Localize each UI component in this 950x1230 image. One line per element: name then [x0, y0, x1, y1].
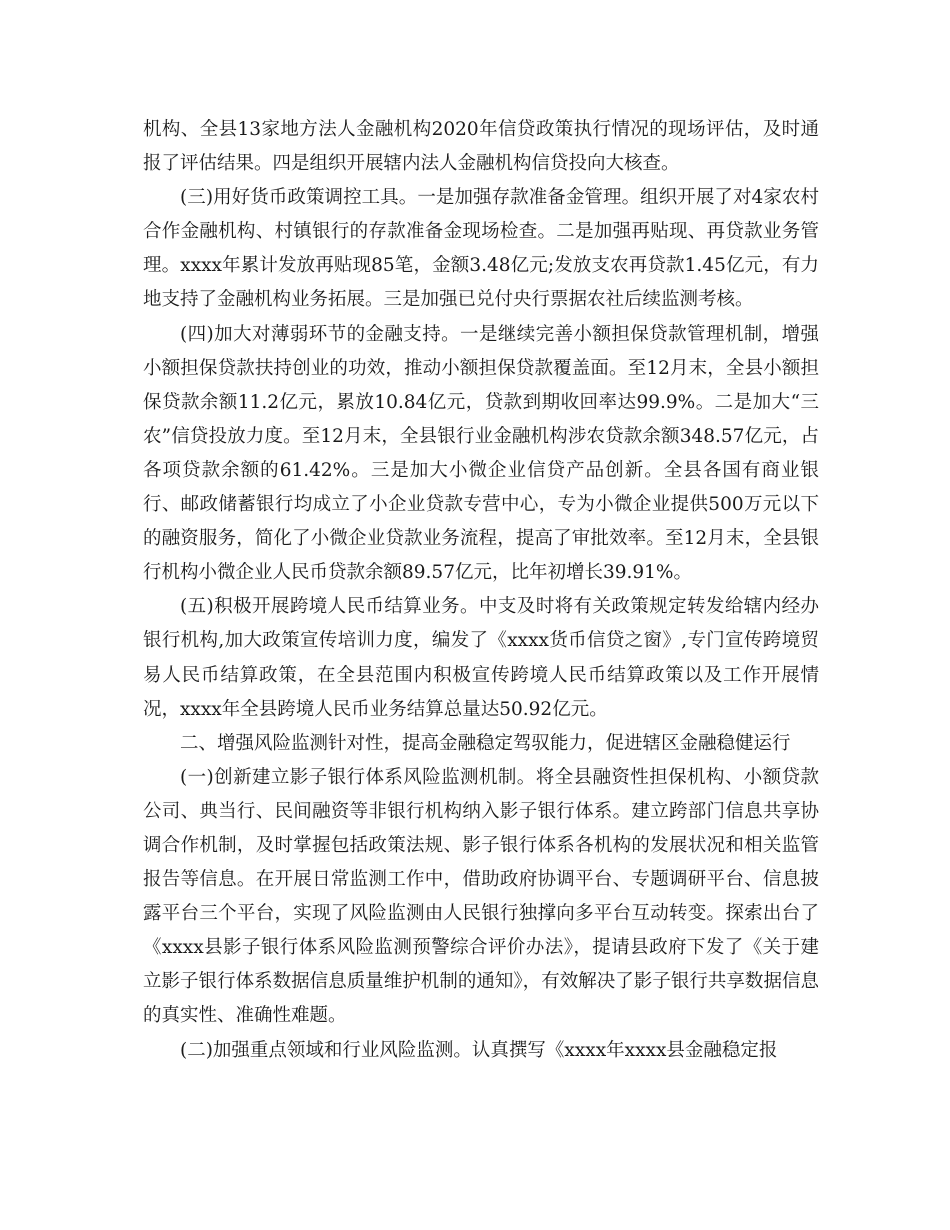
paragraph-continued: 机构、全县13家地方法人金融机构2020年信贷政策执行情况的现场评估，及时通报了评估结果。四是组织开展辖内法人金融机构信贷投向大核查。: [143, 119, 819, 175]
paragraph-weak-links-support: (四)加大对薄弱环节的金融支持。一是继续完善小额担保贷款管理机制，增强小额担保贷款扶持创业的功效，推动小额担保贷款覆盖面。至12月末，全县小额担保贷款余额11.2亿元，累放10.84亿元，贷款到期收回率达99.9%。二是加大“三农”信贷投放力度。至12月末，全县银行业金融机构涉农贷款余额348.57亿元，占各项贷款余额的61.42%。三是加大小微企业信贷产品创新。全县各国有商业银行、邮政储蓄银行均成立了小企业贷款专营中心，专为小微企业提供500万元以下的融资服务，简化了小微企业贷款业务流程，提高了审批效率。至12月末，全县银行机构小微企业人民币贷款余额89.57亿元，比年初增长39.91%。: [143, 323, 819, 584]
paragraph-shadow-banking: (一)创新建立影子银行体系风险监测机制。将全县融资性担保机构、小额贷款公司、典当行、民间融资等非银行机构纳入影子银行体系。建立跨部门信息共享协调合作机制，及时掌握包括政策法规、影子银行体系各机构的发展状况和相关监管报告等信息。在开展日常监测工作中，借助政府协调平台、专题调研平台、信息披露平台三个平台，实现了风险监测由人民银行独撑向多平台互动转变。探索出台了《xxxx县影子银行体系风险监测预警综合评价办法》，提请县政府下发了《关于建立影子银行体系数据信息质量维护机制的通知》，有效解决了影子银行共享数据信息的真实性、准确性难题。: [143, 766, 819, 1027]
document-body: [143, 113, 819, 1068]
paragraph-cross-border-rmb: (五)积极开展跨境人民币结算业务。中支及时将有关政策规定转发给辖内经办银行机构,加大政策宣传培训力度，编发了《xxxx货币信贷之窗》,专门宣传跨境贸易人民币结算政策，在全县范围内积极宣传跨境人民币结算政策以及工作开展情况，xxxx年全县跨境人民币业务结算总量达50.92亿元。: [143, 596, 819, 720]
paragraph-monetary-tools: (三)用好货币政策调控工具。一是加强存款准备金管理。组织开展了对4家农村合作金融机构、村镇银行的存款准备金现场检查。二是加强再贴现、再贷款业务管理。xxxx年累计发放再贴现85笔，金额3.48亿元;发放支农再贷款1.45亿元，有力地支持了金融机构业务拓展。三是加强已兑付央行票据农社后续监测考核。: [143, 187, 819, 311]
section-heading-risk-monitoring: 二、增强风险监测针对性，提高金融稳定驾驭能力，促进辖区金融稳健运行: [180, 732, 791, 754]
paragraph-key-sectors: (二)加强重点领域和行业风险监测。认真撰写《xxxx年xxxx县金融稳定报: [180, 1039, 778, 1061]
